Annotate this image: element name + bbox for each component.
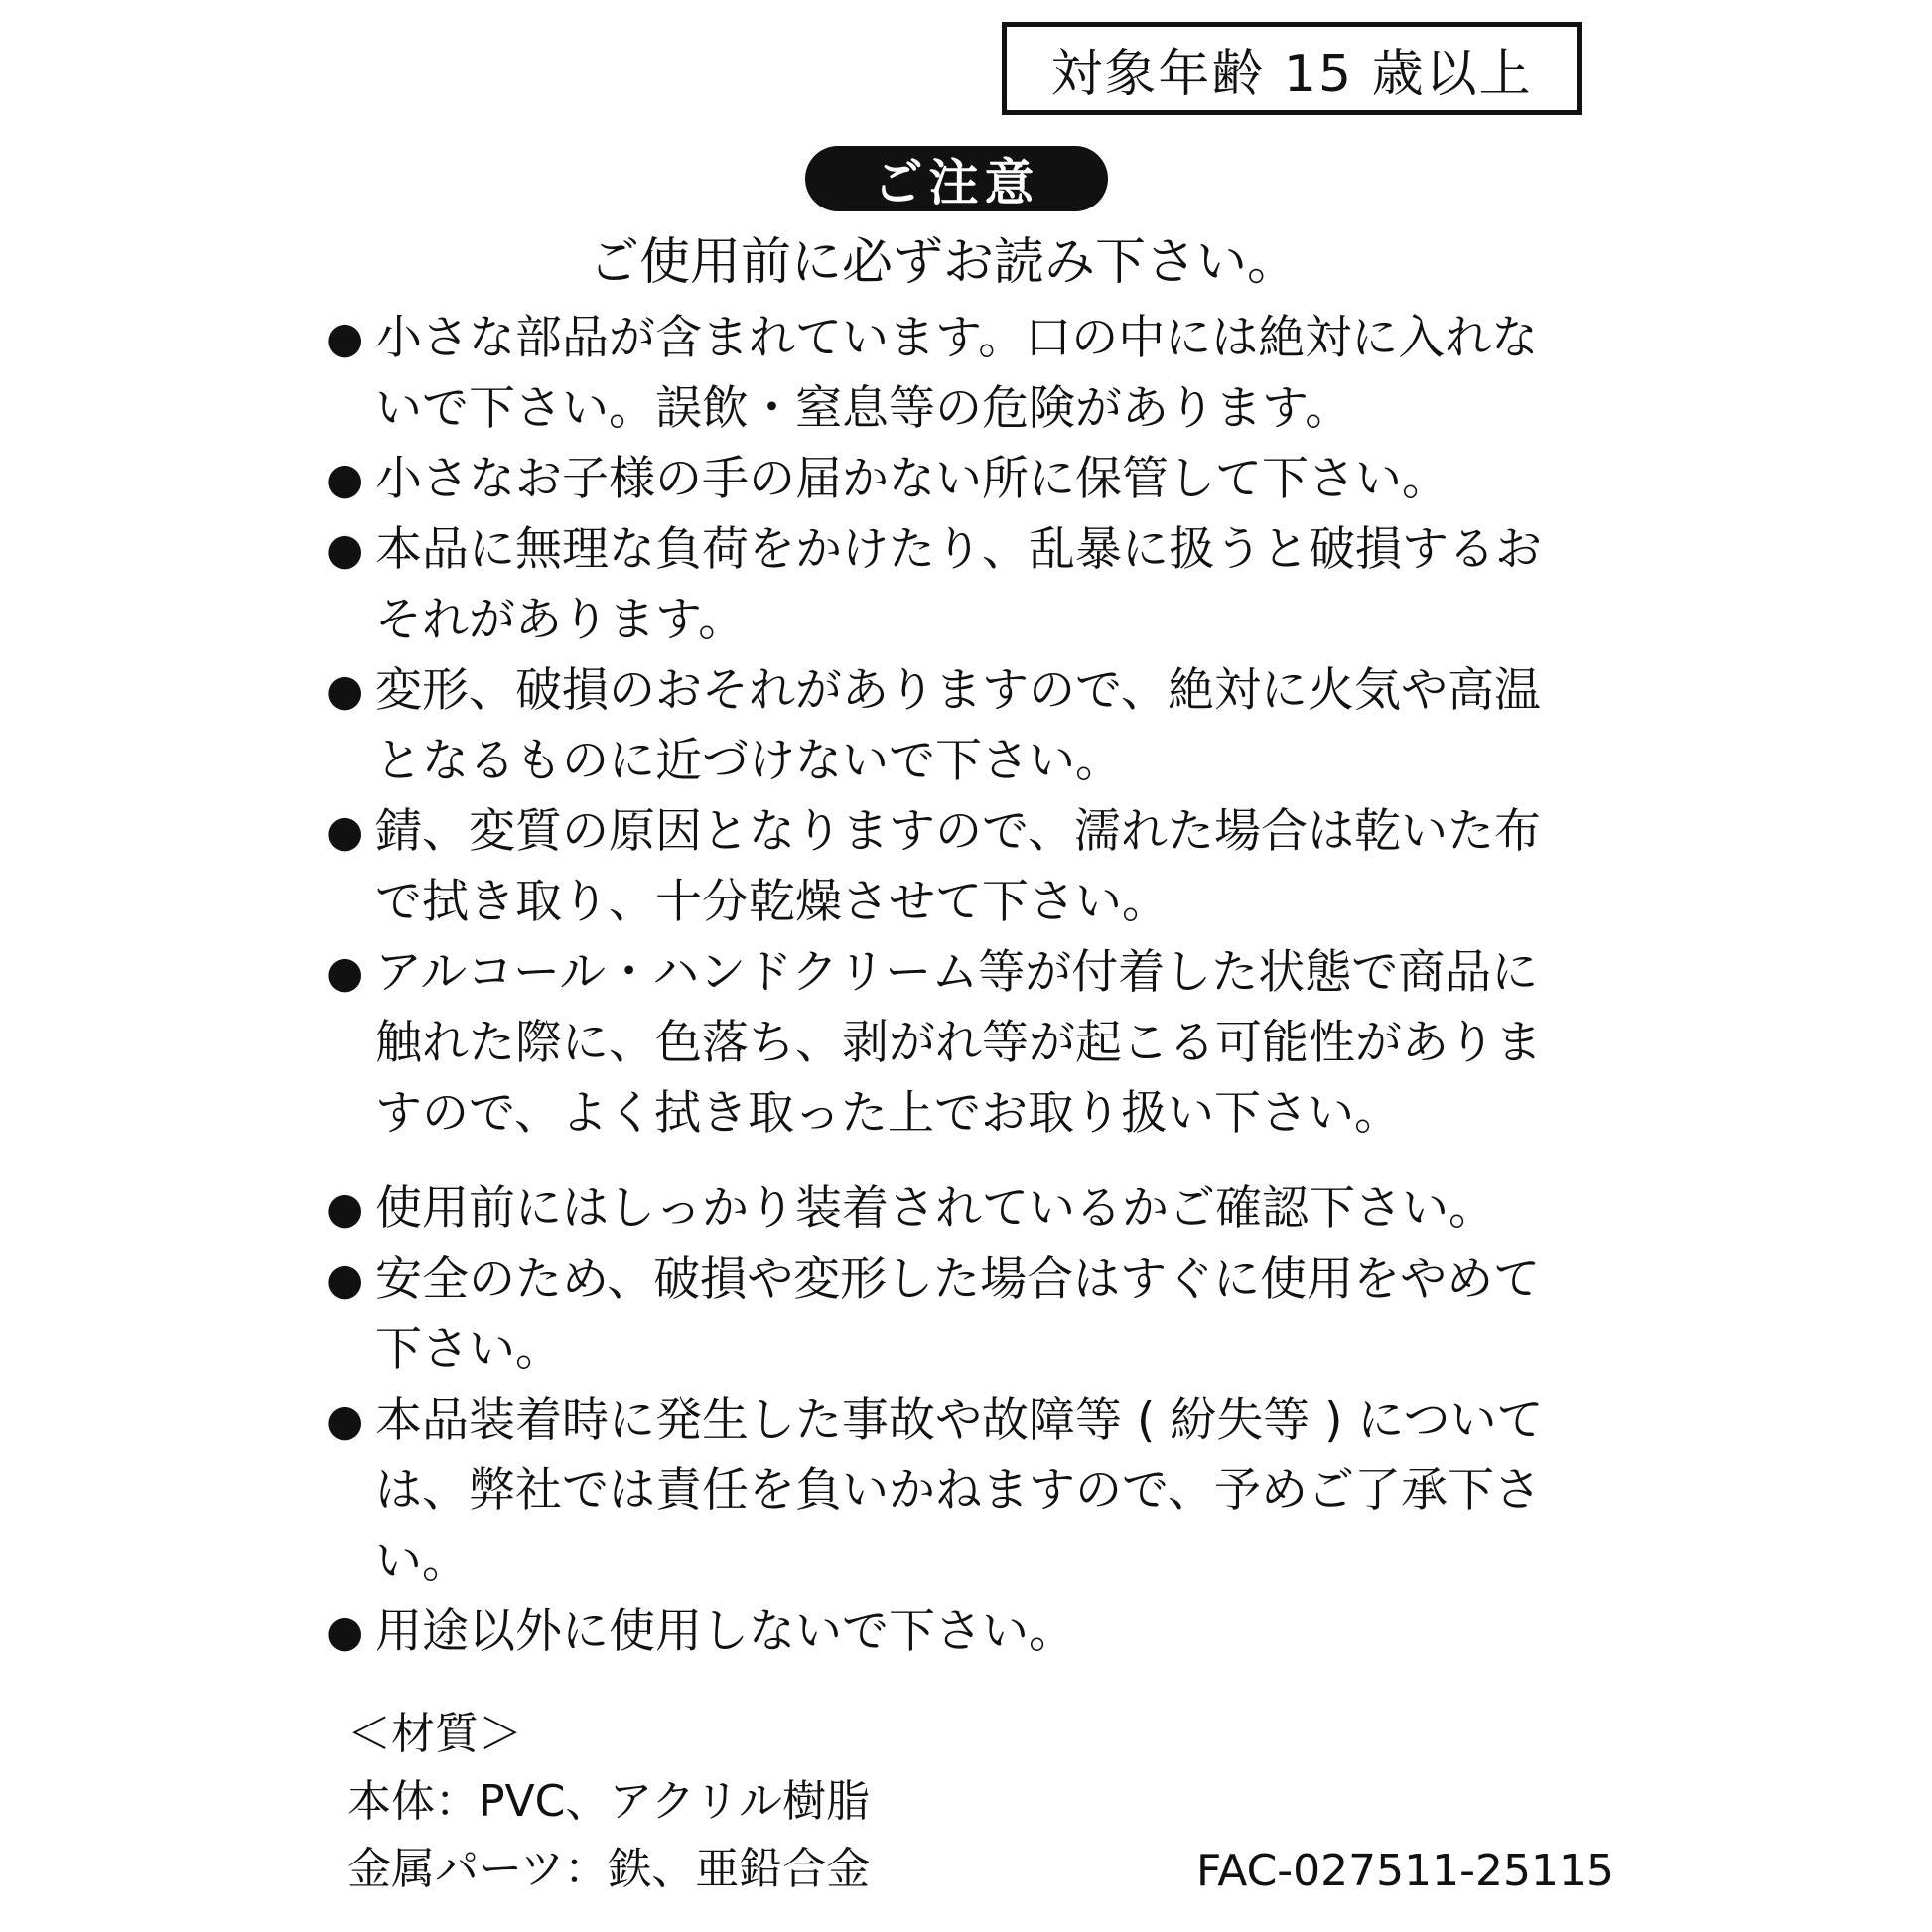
list-item: [326, 1244, 1577, 1385]
note-text: 小さな部品が含まれています。口の中には絶対に入れないで下さい。誤飲・窒息等の危険があります。: [375, 311, 1539, 436]
materials-metal: 金属パーツ：鉄、亜鉛合金: [347, 1844, 871, 1894]
caution-list: [326, 303, 1577, 1667]
list-item: [326, 303, 1577, 444]
list-item: [326, 1173, 1577, 1244]
bullet-icon: ●: [326, 1606, 364, 1657]
bullet-icon: ●: [326, 1254, 364, 1305]
note-text: 使用前にはしっかり装着されているかご確認下さい。: [375, 1181, 1495, 1236]
bullet-icon: ●: [326, 1395, 364, 1446]
product-code: FAC-027511-25115: [1195, 1846, 1614, 1896]
note-text: 小さなお子様の手の届かない所に保管して下さい。: [375, 452, 1449, 506]
bullet-icon: ●: [326, 454, 364, 504]
note-text: アルコール・ハンドクリーム等が付着した状態で商品に触れた際に、色落ち、剥がれ等が起こる可能性がありますので、よく拭き取った上でお取り扱い下さい。: [375, 945, 1542, 1141]
materials-section: [347, 1701, 870, 1903]
bullet-icon: ●: [326, 524, 364, 575]
note-text: 用途以外に使用しないで下さい。: [375, 1604, 1075, 1659]
bullet-icon: ●: [326, 665, 364, 716]
bullet-icon: ●: [326, 313, 364, 363]
list-item: [326, 514, 1577, 655]
list-item: [326, 655, 1577, 796]
bullet-icon: ●: [326, 947, 364, 998]
materials-heading: ＜材質＞: [347, 1709, 522, 1759]
bullet-icon: ●: [326, 806, 364, 857]
note-text: 本品装着時に発生した事故や故障等 ( 紛失等 ) については、弊社では責任を負いかねますので、予めご了承下さい。: [375, 1393, 1544, 1588]
list-item: [326, 1596, 1577, 1667]
caution-title: ご注意: [805, 146, 1108, 211]
list-item: [326, 937, 1577, 1149]
bullet-icon: ●: [326, 1183, 364, 1234]
note-text: 錆、変質の原因となりますので、濡れた場合は乾いた布で拭き取り、十分乾燥させて下さい。: [375, 804, 1542, 929]
list-item: [326, 796, 1577, 937]
list-item: [326, 1385, 1577, 1596]
intro-text: ご使用前に必ずお読み下さい。: [588, 233, 1298, 292]
age-rating-box: 対象年齢 15 歳以上: [1002, 22, 1582, 115]
note-text: 本品に無理な負荷をかけたり、乱暴に扱うと破損するおそれがあります。: [375, 522, 1542, 647]
materials-body: 本体：PVC、アクリル樹脂: [347, 1776, 871, 1827]
note-text: 安全のため、破損や変形した場合はすぐに使用をやめて下さい。: [375, 1252, 1541, 1377]
list-item: [326, 444, 1577, 514]
note-text: 変形、破損のおそれがありますので、絶対に火気や高温となるものに近づけないで下さい。: [375, 663, 1542, 788]
